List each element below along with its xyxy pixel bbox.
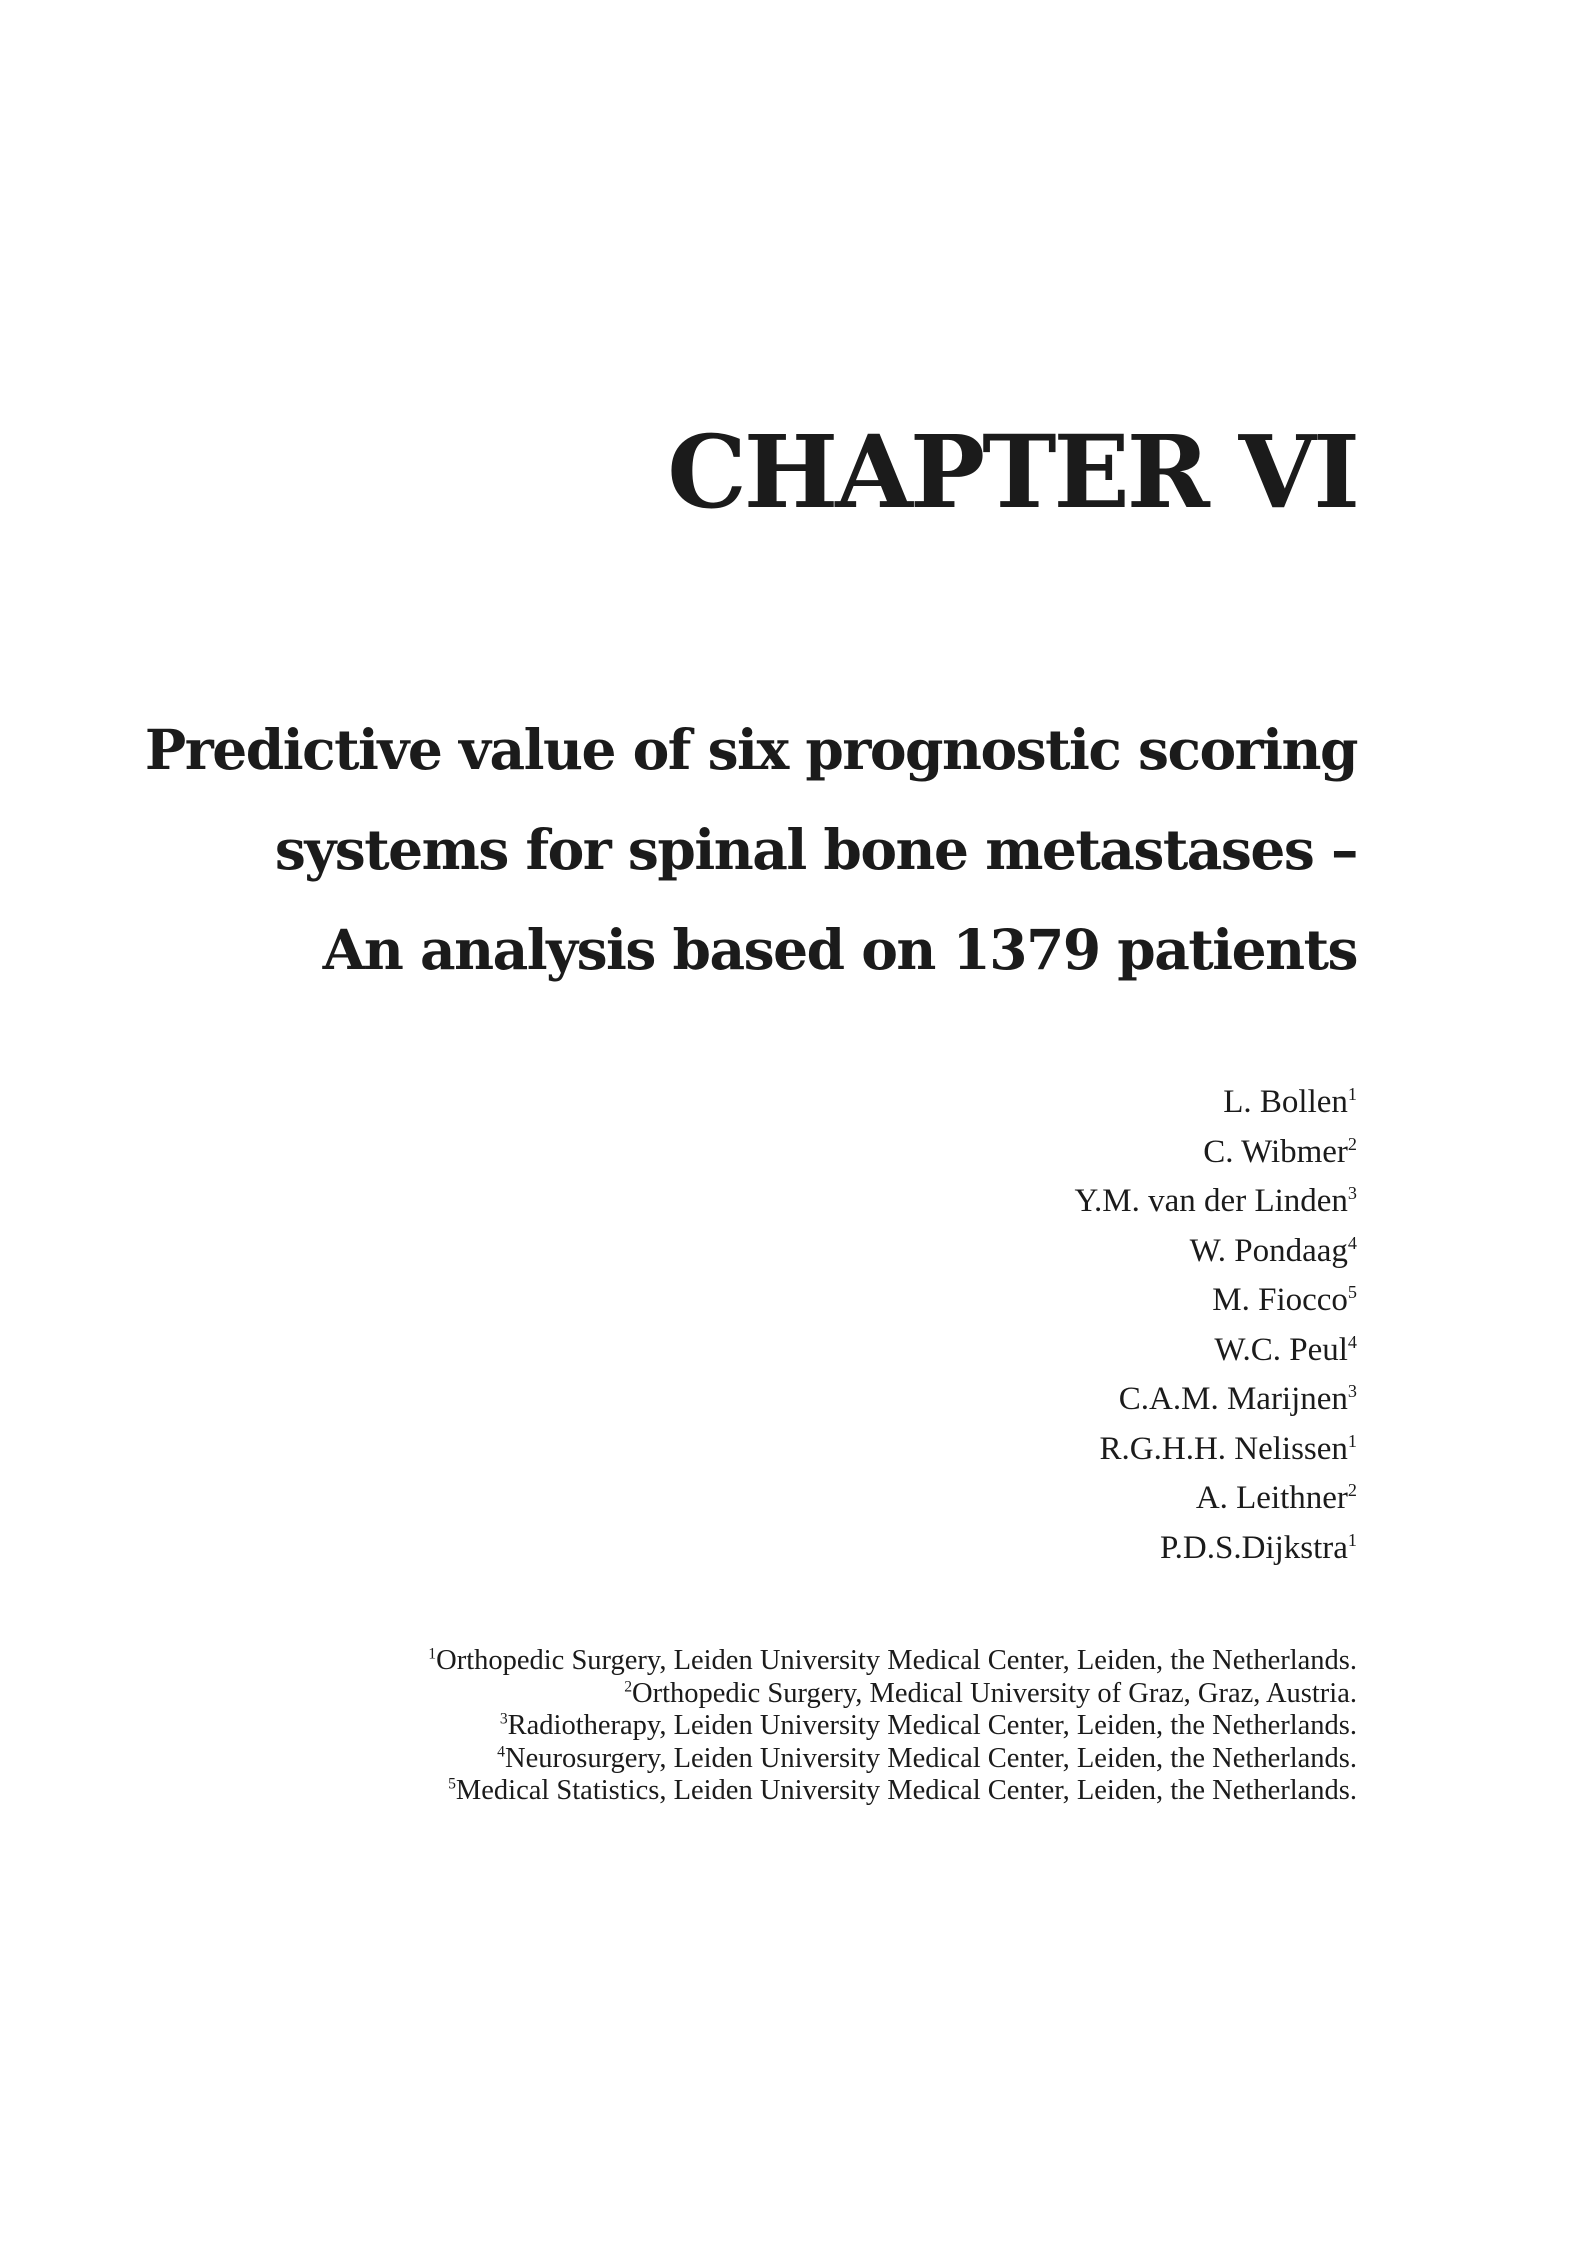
author-list [1074, 1078, 1357, 1573]
author-item [1074, 1128, 1357, 1178]
paper-title [145, 700, 1357, 1000]
author-affiliation-marker: 4 [1347, 1232, 1357, 1253]
author-item [1074, 1524, 1357, 1574]
affiliation-text: Neurosurgery, Leiden University Medical Center, Leiden, the Netherlands. [505, 1742, 1357, 1774]
paper-title-line: An analysis based on 1379 patients [322, 917, 1357, 982]
affiliation-text: Radiotherapy, Leiden University Medical Center, Leiden, the Netherlands. [507, 1710, 1357, 1741]
author-item [1074, 1375, 1357, 1425]
author-affiliation-marker: 1 [1347, 1430, 1357, 1451]
affiliation-marker: 4 [497, 1743, 505, 1760]
author-name: R.G.H.H. Nelissen [1099, 1430, 1348, 1467]
affiliation-item [428, 1710, 1357, 1743]
author-affiliation-marker: 4 [1347, 1331, 1357, 1352]
author-item [1074, 1474, 1357, 1524]
author-affiliation-marker: 2 [1347, 1480, 1357, 1500]
author-item [1074, 1425, 1357, 1475]
affiliation-item [428, 1743, 1357, 1776]
author-affiliation-marker: 3 [1347, 1381, 1357, 1401]
affiliation-text: Medical Statistics, Leiden University Medical Center, Leiden, the Netherlands. [455, 1775, 1357, 1806]
affiliation-item [428, 1678, 1357, 1711]
author-item [1074, 1227, 1357, 1277]
author-item [1074, 1078, 1357, 1128]
author-name: A. Leithner [1195, 1480, 1348, 1516]
paper-title-line: systems for spinal bone metastases – [274, 817, 1357, 882]
author-affiliation-marker: 5 [1347, 1282, 1357, 1302]
affiliation-marker: 5 [448, 1775, 456, 1793]
affiliation-marker: 2 [624, 1678, 633, 1695]
author-name: P.D.S.Dijkstra [1159, 1529, 1348, 1566]
author-name: C. Wibmer [1203, 1133, 1348, 1170]
chapter-title: CHAPTER VI [667, 413, 1357, 531]
author-name: Y.M. van der Linden [1074, 1183, 1348, 1219]
author-name: W. Pondaag [1189, 1232, 1348, 1269]
affiliation-item [428, 1775, 1357, 1808]
author-affiliation-marker: 1 [1347, 1529, 1357, 1550]
author-name: C.A.M. Marijnen [1118, 1381, 1348, 1417]
affiliation-marker: 1 [428, 1645, 437, 1663]
author-name: W.C. Peul [1214, 1331, 1348, 1368]
affiliation-text: Orthopedic Surgery, Leiden University Medical Center, Leiden, the Netherlands. [436, 1645, 1357, 1676]
affiliation-item [428, 1645, 1357, 1678]
affiliation-list [428, 1645, 1357, 1808]
author-affiliation-marker: 2 [1347, 1133, 1357, 1154]
affiliation-text: Orthopedic Surgery, Medical University of Graz, Graz, Austria. [632, 1677, 1357, 1709]
author-item [1074, 1276, 1357, 1326]
author-name: M. Fiocco [1212, 1282, 1348, 1318]
author-name: L. Bollen [1223, 1084, 1348, 1120]
author-item [1074, 1177, 1357, 1227]
author-affiliation-marker: 1 [1347, 1084, 1357, 1104]
paper-title-line: Predictive value of six prognostic scoring [144, 717, 1357, 782]
author-affiliation-marker: 3 [1347, 1183, 1357, 1203]
author-item [1074, 1326, 1357, 1376]
affiliation-marker: 3 [499, 1710, 508, 1728]
